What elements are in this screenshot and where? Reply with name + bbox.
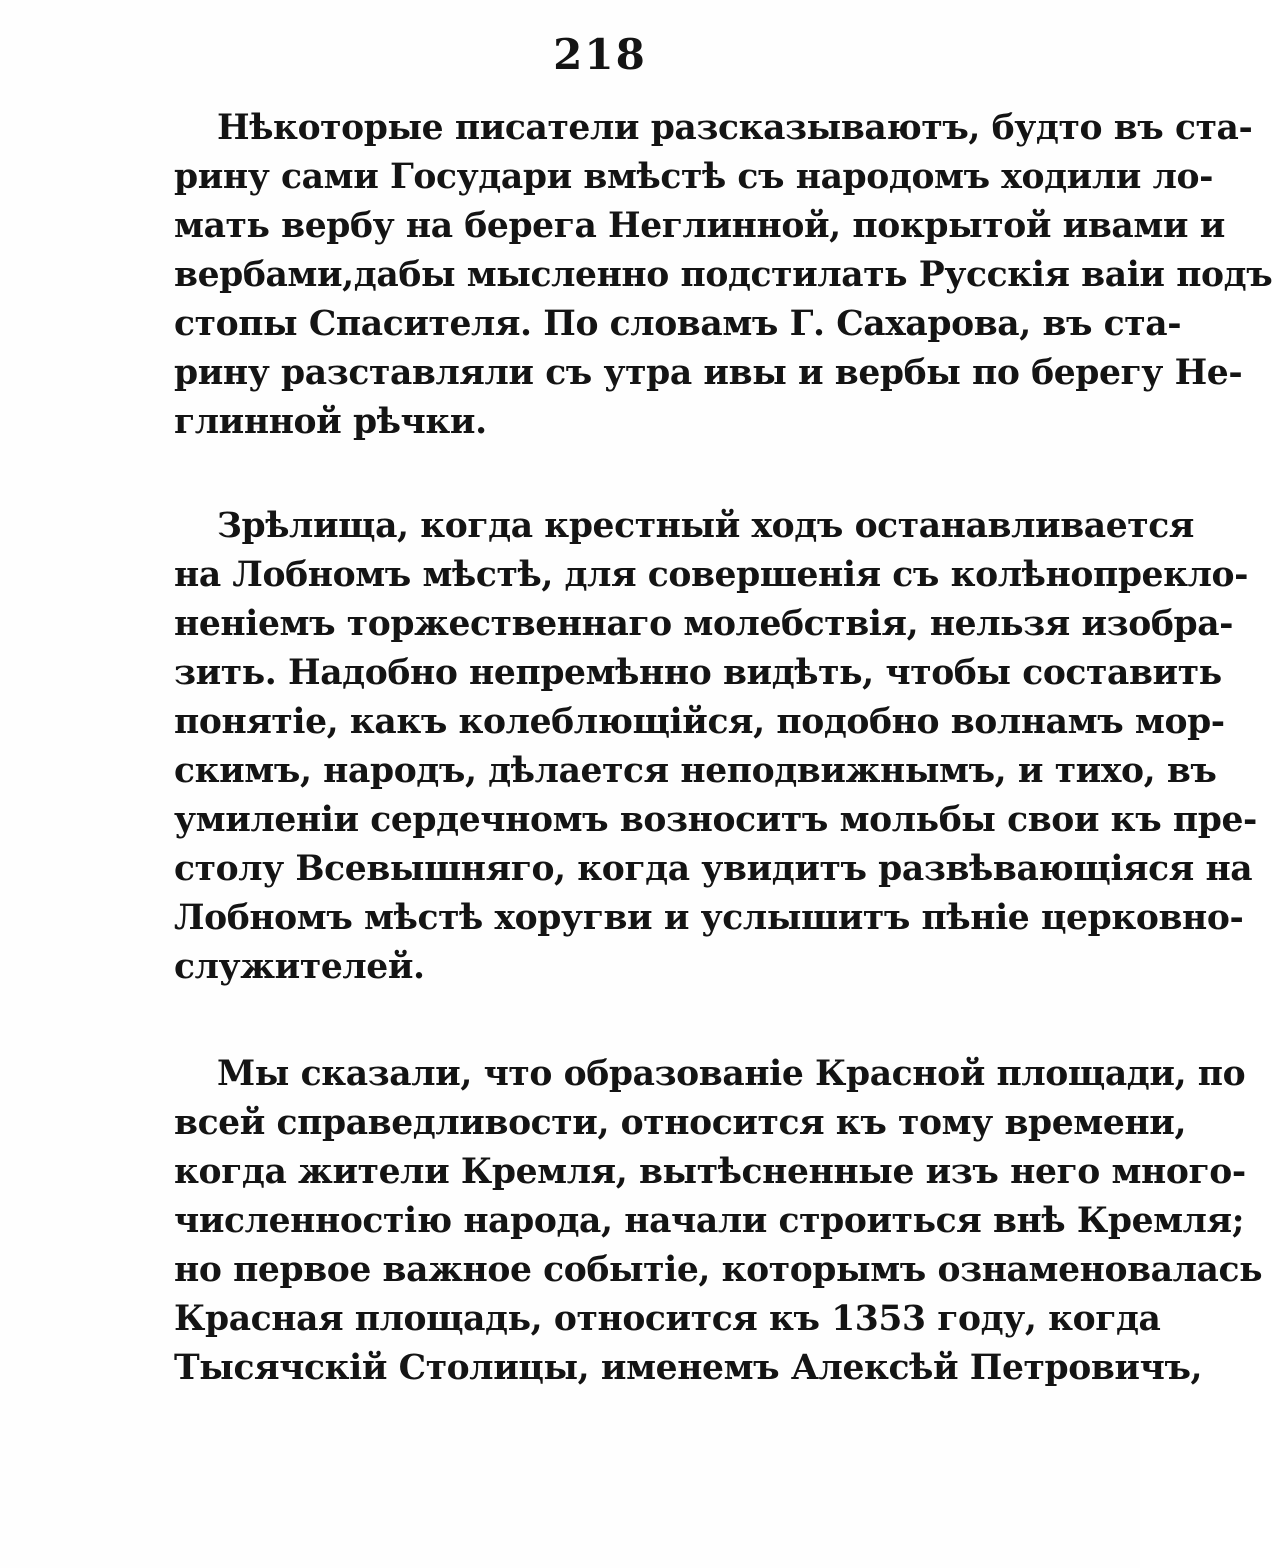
text-line: столу Всевышняго, когда увидитъ развѣвающіяся на xyxy=(174,849,1253,889)
text-line: неніемъ торжественнаго молебствія, нельзя изобра- xyxy=(174,604,1234,644)
text-line: умиленіи сердечномъ возноситъ мольбы свои къ пре- xyxy=(174,800,1257,840)
text-line: Тысячскій Столицы, именемъ Алексѣй Петровичъ, xyxy=(174,1348,1203,1388)
text-line: служителей. xyxy=(174,947,425,987)
text-line: стопы Спасителя. По словамъ Г. Сахарова, въ ста- xyxy=(174,304,1182,344)
text-line: скимъ, народъ, дѣлается неподвижнымъ, и тихо, въ xyxy=(174,751,1217,791)
paragraph-3 xyxy=(174,1050,1263,1393)
text-line: но первое важное событіе, которымъ ознаменовалась xyxy=(174,1250,1263,1290)
text-line: мать вербу на берега Неглинной, покрытой ивами и xyxy=(174,206,1225,246)
text-line: Лобномъ мѣстѣ хоругви и услышитъ пѣніе церковно- xyxy=(174,898,1244,938)
text-line: на Лобномъ мѣстѣ, для совершенія съ колѣнопреклo- xyxy=(174,555,1249,595)
text-line: рину разставляли съ утра ивы и вербы по берегу Не- xyxy=(174,353,1243,393)
text-line: Красная площадь, относится къ 1353 году, когда xyxy=(174,1299,1161,1339)
page-number: 218 xyxy=(553,30,647,79)
text-line: когда жители Кремля, вытѣсненные изъ него много- xyxy=(174,1152,1246,1192)
text-line: понятіе, какъ колеблющійся, подобно волнамъ мор- xyxy=(174,702,1225,742)
text-line: Мы сказали, что образованіе Красной площади, по xyxy=(217,1054,1246,1094)
paragraph-1 xyxy=(174,104,1272,447)
text-line: Зрѣлища, когда крестный ходъ останавливается xyxy=(217,506,1194,546)
text-line: всей справедливости, относится къ тому времени, xyxy=(174,1103,1187,1143)
text-line: численностію народа, начали строиться внѣ Кремля; xyxy=(174,1201,1245,1241)
paragraph-2 xyxy=(174,502,1257,992)
text-line: глинной рѣчки. xyxy=(174,402,487,442)
text-line: рину сами Государи вмѣстѣ съ народомъ ходили ло- xyxy=(174,157,1214,197)
text-line: вербами,дабы мысленно подстилать Русскія ваіи подъ xyxy=(174,255,1272,295)
text-line: Нѣкоторые писатели разсказываютъ, будто въ ста- xyxy=(217,108,1253,148)
text-line: зить. Надобно непремѣнно видѣть, чтобы составить xyxy=(174,653,1222,693)
